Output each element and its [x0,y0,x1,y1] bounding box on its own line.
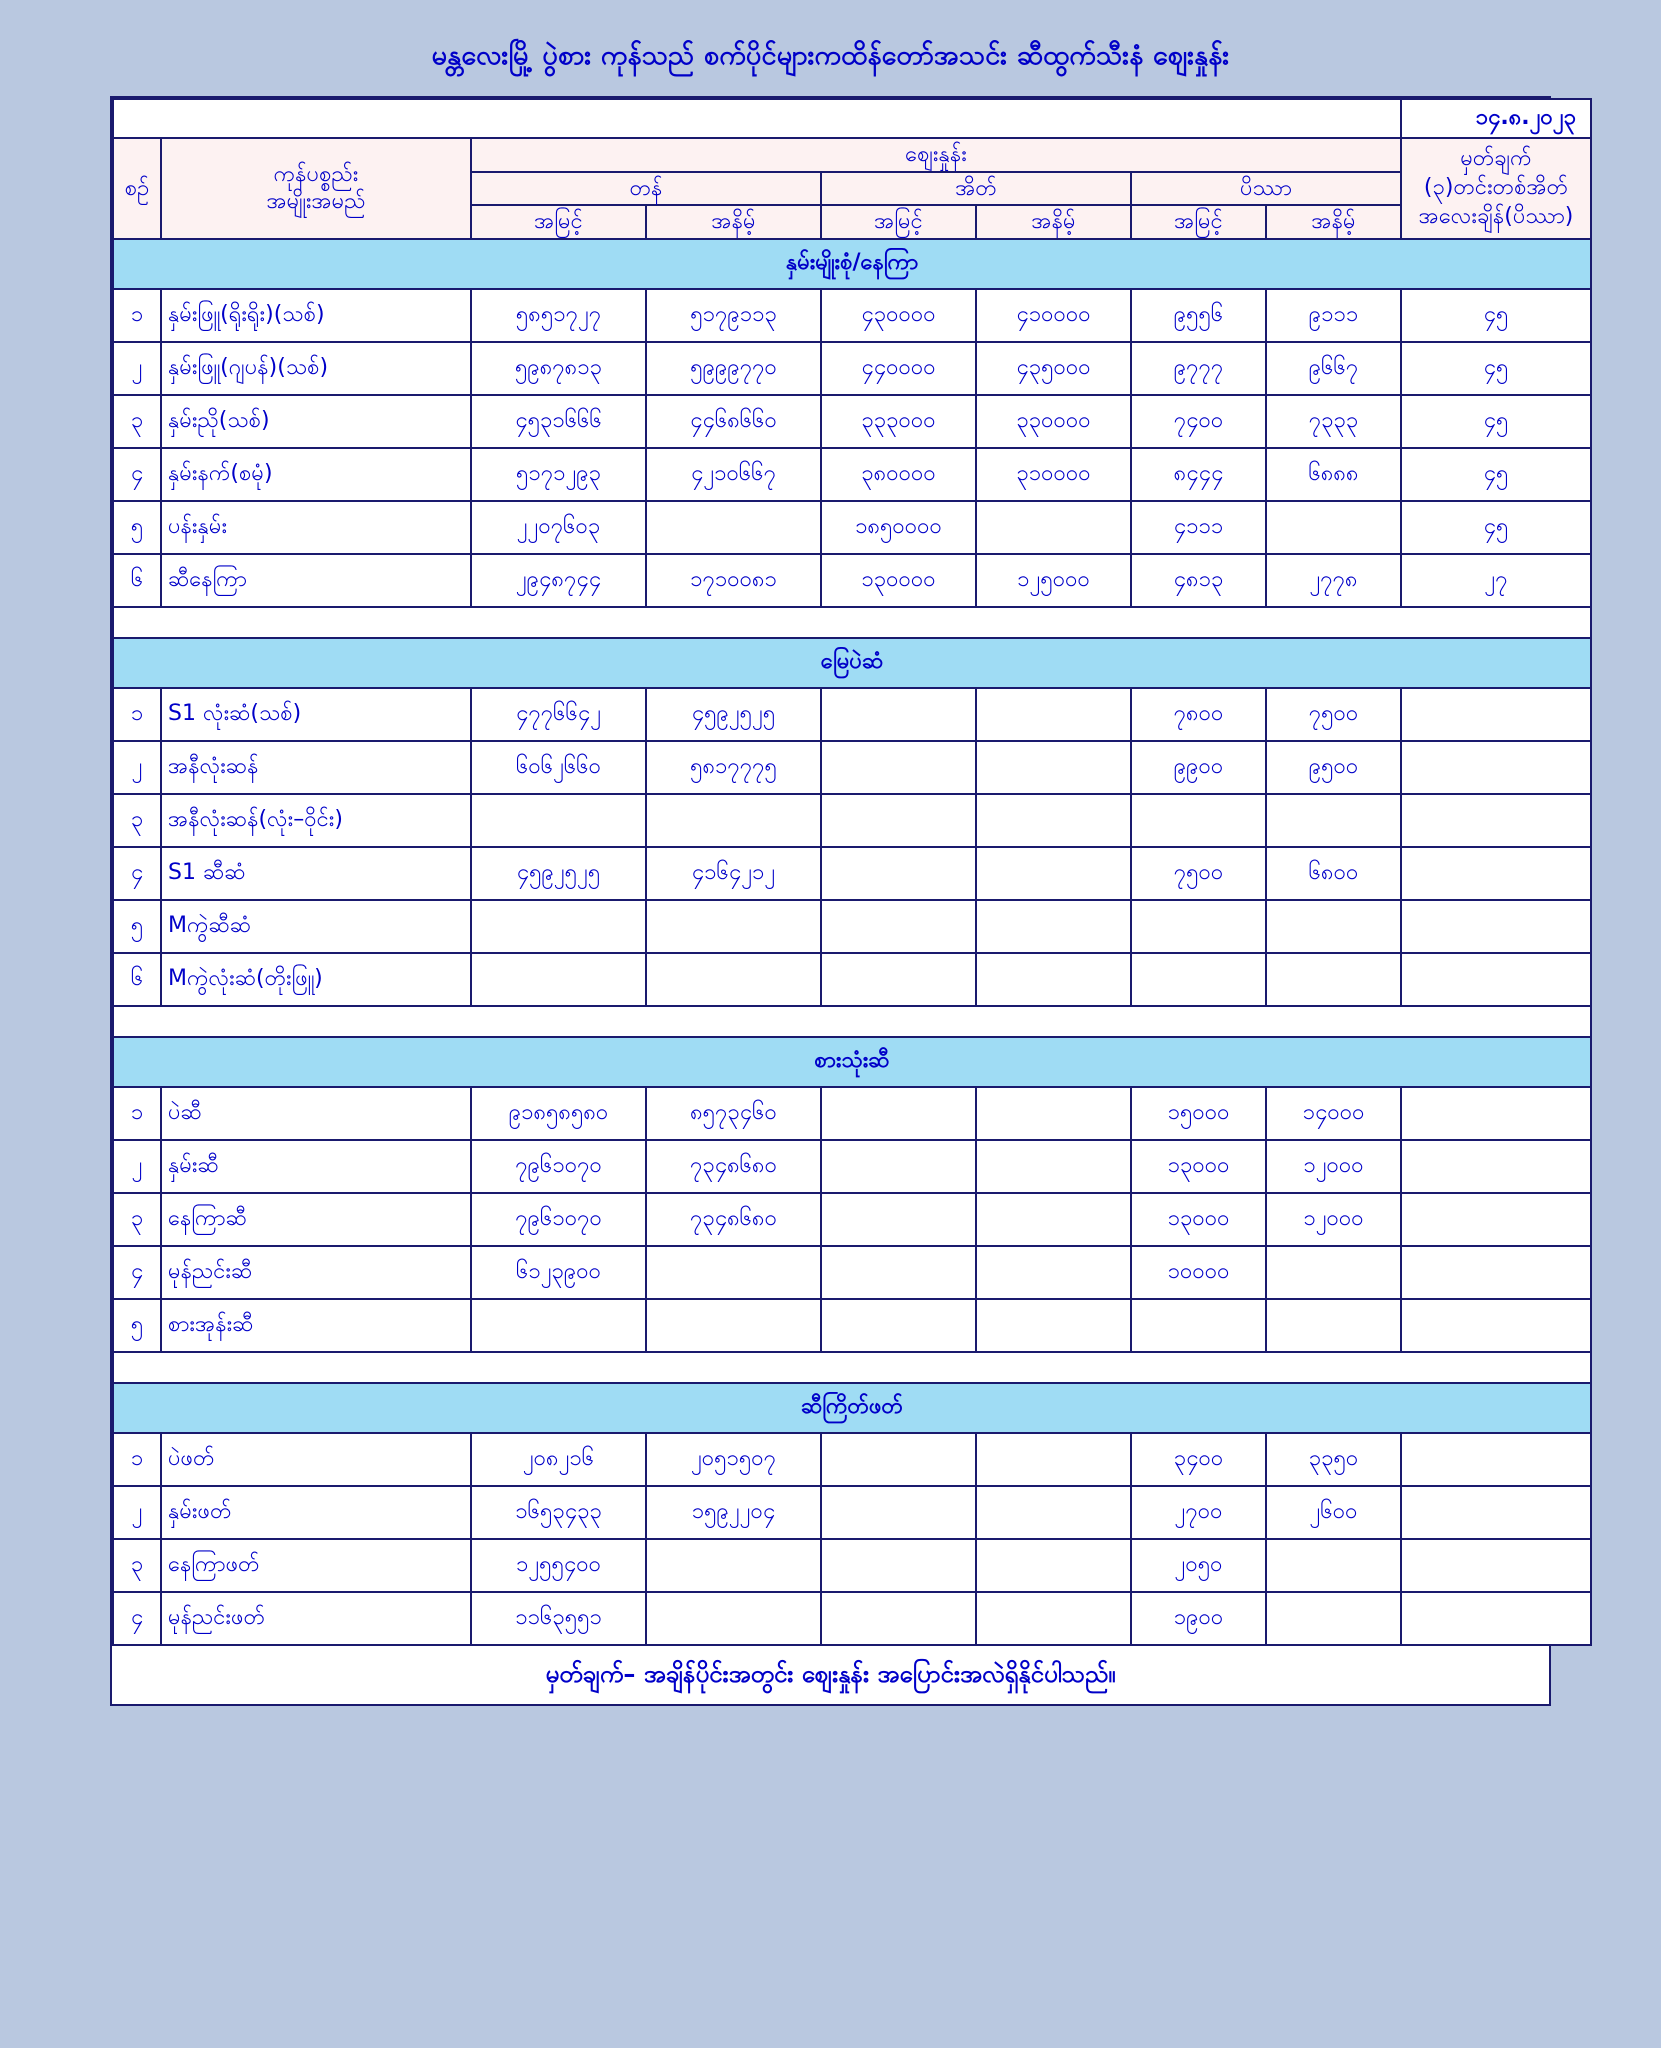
row-item-name: နှမ်းနက်(စမုံ) [161,448,471,501]
row-eait-high [821,1433,976,1486]
row-viss-high: ၄၈၁၃ [1131,554,1266,607]
row-remark [1401,1433,1591,1486]
row-number: ၆ [113,554,161,607]
row-tan-high: ၁၆၅၃၄၃၃ [471,1486,646,1539]
row-viss-high: ၇၈၀၀ [1131,688,1266,741]
row-tan-low: ၄၄၆၈၆၆၀ [646,395,821,448]
row-item-name: နှမ်းဖြူ(ဂျပန်)(သစ်) [161,342,471,395]
row-remark [1401,1592,1591,1645]
row-item-name: နှမ်းဖြူ(ရိုးရိုး)(သစ်) [161,289,471,342]
row-viss-low: ၁၄၀၀၀ [1266,1087,1401,1140]
row-eait-low [976,1592,1131,1645]
row-tan-low [646,1246,821,1299]
footer-note: မှတ်ချက်– အချိန်ပိုင်းအတွင်း စျေးနှုန်း အပြောင်းအလဲရှိနိုင်ပါသည်။ [545,1659,1116,1688]
header-item [161,138,471,239]
header-tan-high: အမြင့် [471,205,646,239]
row-number: ၁ [113,1087,161,1140]
row-remark [1401,1087,1591,1140]
price-table-sheet [110,96,1576,1706]
row-remark: ၄၅ [1401,342,1591,395]
row-remark [1401,900,1591,953]
row-eait-high: ၄၄၀၀၀၀ [821,342,976,395]
section-header-row [113,638,1591,688]
section-spacer [113,1352,1591,1383]
row-number: ၁ [113,1433,161,1486]
row-remark [1401,688,1591,741]
row-viss-low: ၂၇၇၈ [1266,554,1401,607]
row-item-name: နှမ်းဆီ [161,1140,471,1193]
row-viss-high [1131,1299,1266,1352]
row-viss-low: ၁၂၀၀၀ [1266,1193,1401,1246]
row-viss-low: ၇၅၀၀ [1266,688,1401,741]
row-tan-high: ၂၂၀၇၆၀၃ [471,501,646,554]
row-tan-low [646,900,821,953]
row-tan-high [471,1299,646,1352]
row-item-name: နှမ်းညို(သစ်) [161,395,471,448]
section-spacer [113,1006,1591,1037]
row-number: ၄ [113,1592,161,1645]
row-remark [1401,1486,1591,1539]
row-tan-low: ၇၃၄၈၆၈၀ [646,1140,821,1193]
row-tan-high: ၆၀၆၂၆၆၀ [471,741,646,794]
row-remark: ၄၅ [1401,289,1591,342]
row-tan-low: ၇၃၄၈၆၈၀ [646,1193,821,1246]
row-remark [1401,847,1591,900]
row-viss-high: ၉၇၇၇ [1131,342,1266,395]
row-item-name: ပဲဖတ် [161,1433,471,1486]
row-eait-low: ၄၁၀၀၀၀ [976,289,1131,342]
row-number: ၂ [113,1140,161,1193]
table-row [113,501,1591,554]
row-remark [1401,953,1591,1006]
section-title: နှမ်းမျိုးစုံ/နေကြာ [113,239,1591,289]
header-row-1 [113,138,1591,172]
row-remark: ၄၅ [1401,448,1591,501]
table-row [113,1433,1591,1486]
page-title: မန္တလေးမြို့ ပွဲစား ကုန်သည် စက်ပိုင်များကထိန်တော်အသင်း ဆီထွက်သီးနံ စျေးနှုန်း [431,40,1230,71]
table-row [113,342,1591,395]
row-eait-low [976,688,1131,741]
header-unit-tan: တန် [471,172,821,206]
section-title: ဆီကြိတ်ဖတ် [113,1383,1591,1433]
row-remark [1401,794,1591,847]
section-title: မြေပဲဆံ [113,638,1591,688]
table-row [113,794,1591,847]
row-number: ၄ [113,1246,161,1299]
row-tan-low: ၄၁၆၄၂၁၂ [646,847,821,900]
row-viss-high: ၂၇၀၀ [1131,1486,1266,1539]
row-tan-low [646,794,821,847]
row-remark [1401,1539,1591,1592]
date-row-blank [113,99,1401,138]
row-viss-high: ၁၉၀၀ [1131,1592,1266,1645]
row-eait-low [976,1433,1131,1486]
row-tan-low [646,953,821,1006]
row-tan-high: ၂၉၄၈၇၄၄ [471,554,646,607]
row-eait-high [821,1539,976,1592]
row-tan-high: ၇၉၆၁၀၇၀ [471,1193,646,1246]
row-viss-low: ၉၆၆၇ [1266,342,1401,395]
row-eait-low: ၃၃၀၀၀၀ [976,395,1131,448]
row-item-name: Mကွဲလုံးဆံ(တိုးဖြူ) [161,953,471,1006]
table-row [113,1592,1591,1645]
table-row [113,1140,1591,1193]
header-remark-line1: မှတ်ချက် [1460,146,1532,172]
row-viss-low [1266,1246,1401,1299]
row-viss-high: ၇၄၀၀ [1131,395,1266,448]
table-row [113,1246,1591,1299]
row-viss-low [1266,900,1401,953]
row-viss-high: ၉၅၅၆ [1131,289,1266,342]
row-eait-high: ၁၈၅၀၀၀၀ [821,501,976,554]
row-viss-low [1266,1592,1401,1645]
row-number: ၄ [113,847,161,900]
header-viss-high: အမြင့် [1131,205,1266,239]
header-remark [1401,138,1591,239]
row-tan-high: ၇၉၆၁၀၇၀ [471,1140,646,1193]
row-item-name: အနီလုံးဆန် [161,741,471,794]
row-eait-high [821,1592,976,1645]
row-eait-high [821,953,976,1006]
table-row [113,741,1591,794]
table-row [113,395,1591,448]
row-tan-high: ၉၁၈၅၈၅၈၀ [471,1087,646,1140]
row-eait-low [976,1539,1131,1592]
row-viss-high [1131,953,1266,1006]
section-header-row [113,1037,1591,1087]
row-remark: ၂၇ [1401,554,1591,607]
row-item-name: စားအုန်းဆီ [161,1299,471,1352]
row-number: ၃ [113,794,161,847]
row-eait-high [821,847,976,900]
row-tan-low [646,1592,821,1645]
row-viss-low: ၉၁၁၁ [1266,289,1401,342]
row-remark [1401,1299,1591,1352]
row-item-name: ပန်းနှမ်း [161,501,471,554]
row-eait-low [976,501,1131,554]
section-spacer-cell [113,1006,1591,1037]
row-viss-high: ၈၄၄၄ [1131,448,1266,501]
table-row [113,1193,1591,1246]
table-row [113,953,1591,1006]
row-number: ၂ [113,1486,161,1539]
row-tan-high [471,953,646,1006]
header-unit-eait: အိတ် [821,172,1131,206]
row-tan-low: ၈၅၇၃၄၆၀ [646,1087,821,1140]
row-tan-low [646,501,821,554]
row-tan-high: ၄၅၉၂၅၂၅ [471,847,646,900]
row-viss-high: ၁၃၀၀၀ [1131,1140,1266,1193]
row-remark: ၄၅ [1401,501,1591,554]
table-row [113,847,1591,900]
row-tan-low: ၅၁၇၉၁၁၃ [646,289,821,342]
table-row [113,554,1591,607]
row-tan-high: ၄၇၇၆၆၄၂ [471,688,646,741]
row-item-name: အနီလုံးဆန်(လုံး–ဝိုင်း) [161,794,471,847]
row-tan-high: ၁၂၅၅၄၀၀ [471,1539,646,1592]
header-remark-line3: အလေးချိန်(ပိဿာ) [1418,203,1574,229]
row-tan-high [471,794,646,847]
row-eait-low: ၁၂၅၀၀၀ [976,554,1131,607]
row-remark [1401,1140,1591,1193]
table-row [113,1539,1591,1592]
row-eait-low [976,794,1131,847]
row-viss-low: ၂၆၀၀ [1266,1486,1401,1539]
row-viss-high: ၃၄၀၀ [1131,1433,1266,1486]
row-viss-high: ၁၅၀၀၀ [1131,1087,1266,1140]
row-eait-high [821,741,976,794]
row-viss-high: ၉၉၀၀ [1131,741,1266,794]
header-unit-viss: ပိဿာ [1131,172,1401,206]
row-eait-high: ၃၈၀၀၀၀ [821,448,976,501]
row-viss-low [1266,953,1401,1006]
row-viss-low [1266,501,1401,554]
row-eait-high [821,900,976,953]
row-eait-high [821,1087,976,1140]
row-eait-high: ၄၃၀၀၀၀ [821,289,976,342]
header-remark-line2: (၃)တင်းတစ်အိတ် [1423,174,1569,200]
row-item-name: S1 ဆီဆံ [161,847,471,900]
row-item-name: ပဲဆီ [161,1087,471,1140]
row-eait-high [821,1140,976,1193]
row-tan-low: ၅၈၁၇၇၇၅ [646,741,821,794]
row-number: ၁ [113,688,161,741]
row-viss-low: ၆၈၀၀ [1266,847,1401,900]
row-tan-low [646,1299,821,1352]
row-eait-low [976,953,1131,1006]
section-header-row [113,1383,1591,1433]
row-number: ၅ [113,1299,161,1352]
row-item-name: Mကွဲဆီဆံ [161,900,471,953]
row-eait-low [976,1246,1131,1299]
row-eait-low: ၄၃၅၀၀၀ [976,342,1131,395]
row-tan-low: ၁၅၉၂၂၀၄ [646,1486,821,1539]
row-tan-low: ၄၂၁၀၆၆၇ [646,448,821,501]
row-item-name: ဆီနေကြာ [161,554,471,607]
row-eait-low [976,1087,1131,1140]
row-number: ၃ [113,395,161,448]
row-tan-low: ၁၇၁၀၀၈၁ [646,554,821,607]
row-eait-high: ၁၃၀၀၀၀ [821,554,976,607]
table-row [113,448,1591,501]
row-item-name: နှမ်းဖတ် [161,1486,471,1539]
row-tan-high: ၅၉၈၇၈၁၃ [471,342,646,395]
row-number: ၅ [113,501,161,554]
row-tan-high: ၁၁၆၃၅၅၁ [471,1592,646,1645]
row-viss-high: ၁၀၀၀၀ [1131,1246,1266,1299]
row-number: ၅ [113,900,161,953]
row-viss-high: ၇၅၀၀ [1131,847,1266,900]
row-eait-high [821,688,976,741]
price-table [112,98,1592,1646]
row-eait-high [821,1299,976,1352]
row-number: ၁ [113,289,161,342]
row-viss-low [1266,794,1401,847]
row-eait-low: ၃၁၀၀၀၀ [976,448,1131,501]
row-item-name: မုန်ညင်းဆီ [161,1246,471,1299]
section-spacer-cell [113,607,1591,638]
table-row [113,1299,1591,1352]
row-eait-low [976,900,1131,953]
row-tan-low: ၅၉၉၉၇၇၀ [646,342,821,395]
header-item-line1: ကုန်ပစ္စည်း [273,161,359,187]
row-eait-low [976,1193,1131,1246]
section-header-row [113,239,1591,289]
row-tan-high: ၅၈၅၁၇၂၇ [471,289,646,342]
row-viss-high [1131,900,1266,953]
row-item-name: နေကြာဆီ [161,1193,471,1246]
row-eait-high [821,1486,976,1539]
table-row [113,688,1591,741]
row-eait-low [976,1299,1131,1352]
row-viss-low: ၃၃၅၀ [1266,1433,1401,1486]
row-viss-low [1266,1539,1401,1592]
row-number: ၆ [113,953,161,1006]
row-viss-high [1131,794,1266,847]
row-tan-high: ၅၁၇၁၂၉၃ [471,448,646,501]
row-eait-low [976,1486,1131,1539]
row-viss-high: ၄၁၁၁ [1131,501,1266,554]
date-row [113,99,1591,138]
row-eait-low [976,1140,1131,1193]
table-row [113,900,1591,953]
row-item-name: နေကြာဖတ် [161,1539,471,1592]
header-no: စဉ် [113,138,161,239]
row-tan-low: ၄၅၉၂၅၂၅ [646,688,821,741]
section-title: စားသုံးဆီ [113,1037,1591,1087]
row-item-name: S1 လုံးဆံ(သစ်) [161,688,471,741]
row-tan-low [646,1539,821,1592]
row-remark [1401,741,1591,794]
header-price-group: စျေးနှုန်း [471,138,1401,172]
row-eait-high [821,794,976,847]
row-item-name: မုန်ညင်းဖတ် [161,1592,471,1645]
header-eait-high: အမြင့် [821,205,976,239]
row-viss-low: ၁၂၀၀၀ [1266,1140,1401,1193]
row-eait-high [821,1193,976,1246]
row-remark [1401,1193,1591,1246]
row-tan-high [471,900,646,953]
header-eait-low: အနိမ့် [976,205,1131,239]
row-number: ၂ [113,342,161,395]
row-viss-high: ၂၀၅၀ [1131,1539,1266,1592]
header-viss-low: အနိမ့် [1266,205,1401,239]
header-tan-low: အနိမ့် [646,205,821,239]
row-tan-high: ၆၁၂၃၉၀၀ [471,1246,646,1299]
row-remark: ၄၅ [1401,395,1591,448]
row-eait-high [821,1246,976,1299]
row-viss-low: ၉၅၀၀ [1266,741,1401,794]
row-viss-low: ၇၃၃၃ [1266,395,1401,448]
table-row [113,1087,1591,1140]
report-date: ၁၄.၈.၂၀၂၃ [1401,99,1591,138]
row-tan-high: ၂၀၈၂၁၆ [471,1433,646,1486]
section-spacer-cell [113,1352,1591,1383]
row-number: ၃ [113,1539,161,1592]
row-viss-high: ၁၃၀၀၀ [1131,1193,1266,1246]
table-row [113,1486,1591,1539]
header-item-line2: အမျိုးအမည် [266,189,366,215]
row-eait-low [976,741,1131,794]
row-tan-high: ၄၅၃၁၆၆၆ [471,395,646,448]
row-remark [1401,1246,1591,1299]
row-tan-low: ၂၀၅၁၅၀၇ [646,1433,821,1486]
row-number: ၃ [113,1193,161,1246]
row-eait-low [976,847,1131,900]
row-eait-high: ၃၃၃၀၀၀ [821,395,976,448]
table-row [113,289,1591,342]
row-viss-low [1266,1299,1401,1352]
row-number: ၄ [113,448,161,501]
row-number: ၂ [113,741,161,794]
section-spacer [113,607,1591,638]
row-viss-low: ၆၈၈၈ [1266,448,1401,501]
